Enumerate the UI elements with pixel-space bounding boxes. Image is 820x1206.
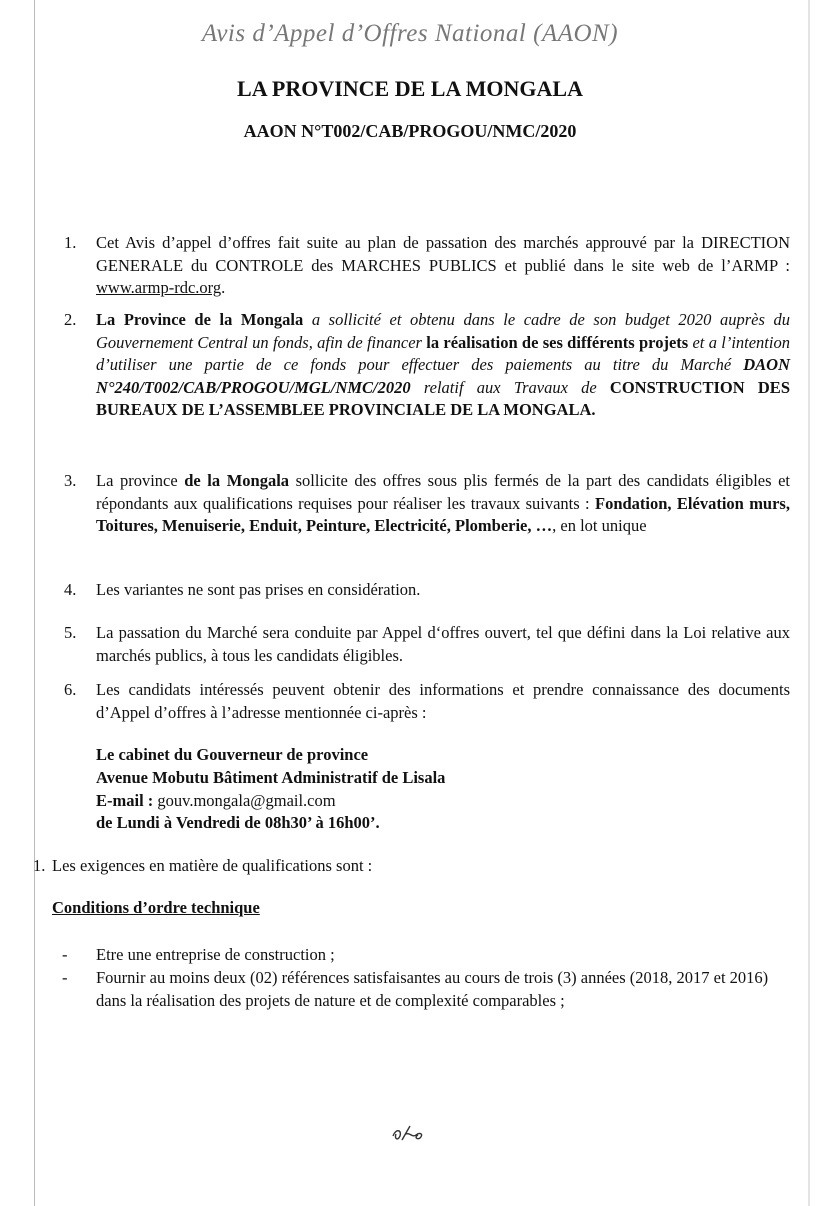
bullet-text: Etre une entreprise de construction ; bbox=[96, 945, 335, 964]
item-text: La passation du Marché sera conduite par Appel d‘offres ouvert, tel que défini dans la Loi relative aux marchés publics, à tous les candidats éligibles. bbox=[96, 623, 790, 665]
item-3 bbox=[64, 470, 790, 538]
item-text: La province bbox=[96, 471, 185, 490]
page-right-edge bbox=[808, 0, 810, 1206]
item-number: 6. bbox=[64, 680, 77, 699]
address-line: Avenue Mobutu Bâtiment Administratif de Lisala bbox=[96, 767, 446, 787]
document-title: Avis d’Appel d’Offres National (AAON) bbox=[201, 20, 619, 47]
item-number: 4. bbox=[64, 580, 77, 599]
dash-bullet-icon: - bbox=[62, 968, 68, 987]
page-left-border bbox=[34, 0, 35, 1206]
item-text: Cet Avis d’appel d’offres fait suite au plan de passation des marchés approuvé par la DIRECTION GENERALE du CONTROLE des MARCHES PUBLICS et publié dans le site web de l’ARMP : bbox=[96, 233, 790, 275]
requirements-intro: Les exigences en matière de qualifications sont : bbox=[52, 856, 373, 875]
office-hours: de Lundi à Vendredi de 08h30’ à 16h00’. bbox=[96, 813, 380, 833]
item-text: sollicite des offres sous plis fermés de la part des candidats éligibles et répondants aux qualifications requises pour réaliser les travaux suivants : bbox=[96, 471, 790, 513]
item-number: 5. bbox=[64, 623, 77, 642]
email-link[interactable]: gouv.mongala@gmail.com bbox=[157, 790, 336, 810]
item-text: et a l’intention d’utiliser une partie de ce fonds pour effectuer des paiements au titre du Marché bbox=[96, 332, 790, 375]
item-number: 1. bbox=[64, 233, 77, 252]
requirements-number: 1. bbox=[33, 856, 46, 875]
item-1 bbox=[64, 232, 790, 300]
item-text-bold: la réalisation de ses différents projets bbox=[426, 332, 689, 352]
address-block bbox=[96, 744, 445, 835]
address-line: Le cabinet du Gouverneur de province bbox=[96, 745, 369, 764]
item-text: Les candidats intéressés peuvent obtenir des informations et prendre connaissance des documents d’Appel d’offres à l’adresse mentionnée ci-après : bbox=[96, 680, 790, 722]
item-5 bbox=[64, 622, 790, 667]
item-text: relatif aux Travaux de bbox=[410, 377, 610, 397]
item-text: , en lot unique bbox=[552, 516, 647, 536]
item-number: 2. bbox=[64, 310, 77, 329]
item-text: . bbox=[221, 278, 226, 298]
reference-heading: AAON N°T002/CAB/PROGOU/NMC/2020 bbox=[243, 121, 577, 141]
works-list: Fondation, Elévation murs, Toitures, Menuiserie, Enduit, Peinture, Electricité, Plomberie, … bbox=[96, 493, 790, 536]
requirement-bullet bbox=[62, 967, 790, 1012]
item-text: Les variantes ne sont pas prises en considération. bbox=[96, 580, 421, 599]
item-text-bold: La Province de la Mongala bbox=[96, 310, 304, 329]
province-heading: LA PROVINCE DE LA MONGALA bbox=[237, 76, 583, 101]
item-text: a sollicité et obtenu dans le cadre de son budget 2020 auprès du Gouvernement Central un fonds, afin de financer bbox=[96, 310, 790, 352]
technical-conditions-heading: Conditions d’ordre technique bbox=[52, 898, 260, 917]
dash-bullet-icon: - bbox=[62, 945, 68, 964]
project-title: CONSTRUCTION DES BUREAUX DE L’ASSEMBLEE PROVINCIALE DE LA MONGALA. bbox=[96, 377, 790, 420]
bullet-text: Fournir au moins deux (02) références satisfaisantes au cours de trois (3) années (2018, 2017 et 2016) dans la réalisation des projets de nature et de complexité comparables ; bbox=[96, 968, 769, 1010]
item-6 bbox=[64, 679, 790, 724]
initials-signature-icon bbox=[390, 1122, 430, 1146]
item-number: 3. bbox=[64, 471, 77, 490]
item-2 bbox=[64, 309, 790, 422]
market-reference: DAON N°240/T002/CAB/PROGOU/MGL/NMC/2020 bbox=[96, 355, 790, 397]
email-label: E-mail : bbox=[96, 790, 158, 810]
item-4 bbox=[64, 579, 790, 602]
armp-link[interactable]: www.armp-rdc.org bbox=[96, 278, 222, 298]
requirement-bullet bbox=[62, 944, 790, 967]
item-text-bold: de la Mongala bbox=[184, 471, 290, 490]
